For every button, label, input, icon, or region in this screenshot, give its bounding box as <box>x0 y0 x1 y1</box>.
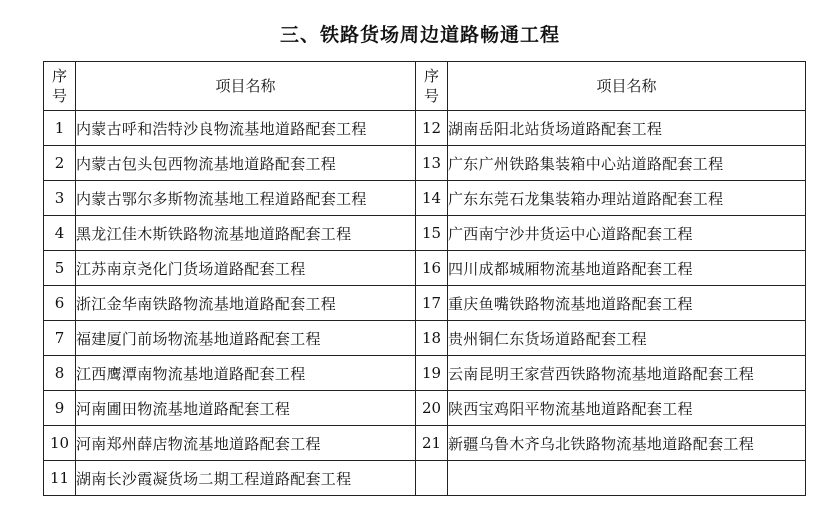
table-row <box>44 251 806 286</box>
project-table <box>43 61 806 496</box>
row-name-left: 河南圃田物流基地道路配套工程 <box>76 391 416 426</box>
header-num-label: 序号 <box>424 67 440 105</box>
row-num-left: 5 <box>44 251 76 286</box>
row-name-right: 云南昆明王家营西铁路物流基地道路配套工程 <box>448 356 806 391</box>
table-row <box>44 391 806 426</box>
row-name-left: 内蒙古鄂尔多斯物流基地工程道路配套工程 <box>76 181 416 216</box>
row-num-right: 17 <box>416 286 448 321</box>
row-name-left: 浙江金华南铁路物流基地道路配套工程 <box>76 286 416 321</box>
row-num-right: 12 <box>416 111 448 146</box>
row-num-left: 1 <box>44 111 76 146</box>
header-num-left <box>44 62 76 111</box>
row-num-right <box>416 461 448 496</box>
header-name-left: 项目名称 <box>76 62 416 111</box>
header-num-label: 序号 <box>52 67 68 105</box>
page-title: 三、铁路货场周边道路畅通工程 <box>279 24 560 46</box>
table-row <box>44 356 806 391</box>
row-num-left: 9 <box>44 391 76 426</box>
table-row <box>44 111 806 146</box>
row-name-right: 重庆鱼嘴铁路物流基地道路配套工程 <box>448 286 806 321</box>
project-table-body <box>44 62 806 496</box>
row-num-left: 2 <box>44 146 76 181</box>
header-name-right: 项目名称 <box>448 62 806 111</box>
table-row <box>44 461 806 496</box>
row-num-left: 3 <box>44 181 76 216</box>
table-header-row <box>44 62 806 111</box>
table-row <box>44 216 806 251</box>
table-row <box>44 286 806 321</box>
row-name-right: 四川成都城厢物流基地道路配套工程 <box>448 251 806 286</box>
row-name-right: 新疆乌鲁木齐乌北铁路物流基地道路配套工程 <box>448 426 806 461</box>
row-num-left: 11 <box>44 461 76 496</box>
row-name-right: 广西南宁沙井货运中心道路配套工程 <box>448 216 806 251</box>
table-row <box>44 146 806 181</box>
row-name-left: 内蒙古呼和浩特沙良物流基地道路配套工程 <box>76 111 416 146</box>
row-num-right: 16 <box>416 251 448 286</box>
row-name-left: 黑龙江佳木斯铁路物流基地道路配套工程 <box>76 216 416 251</box>
row-num-right: 18 <box>416 321 448 356</box>
row-name-right <box>448 461 806 496</box>
row-num-left: 4 <box>44 216 76 251</box>
header-num-right <box>416 62 448 111</box>
row-name-right: 广东东莞石龙集装箱办理站道路配套工程 <box>448 181 806 216</box>
row-num-right: 13 <box>416 146 448 181</box>
row-num-right: 20 <box>416 391 448 426</box>
row-name-right: 贵州铜仁东货场道路配套工程 <box>448 321 806 356</box>
row-name-right: 湖南岳阳北站货场道路配套工程 <box>448 111 806 146</box>
row-num-left: 6 <box>44 286 76 321</box>
table-row <box>44 181 806 216</box>
row-num-left: 7 <box>44 321 76 356</box>
row-name-left: 河南郑州薛店物流基地道路配套工程 <box>76 426 416 461</box>
row-name-left: 内蒙古包头包西物流基地道路配套工程 <box>76 146 416 181</box>
row-name-left: 湖南长沙霞凝货场二期工程道路配套工程 <box>76 461 416 496</box>
row-num-right: 15 <box>416 216 448 251</box>
row-num-left: 8 <box>44 356 76 391</box>
row-num-right: 19 <box>416 356 448 391</box>
row-name-left: 江苏南京尧化门货场道路配套工程 <box>76 251 416 286</box>
row-name-right: 陕西宝鸡阳平物流基地道路配套工程 <box>448 391 806 426</box>
table-row <box>44 321 806 356</box>
row-num-left: 10 <box>44 426 76 461</box>
row-name-left: 江西鹰潭南物流基地道路配套工程 <box>76 356 416 391</box>
row-name-left: 福建厦门前场物流基地道路配套工程 <box>76 321 416 356</box>
table-row <box>44 426 806 461</box>
row-num-right: 21 <box>416 426 448 461</box>
row-num-right: 14 <box>416 181 448 216</box>
row-name-right: 广东广州铁路集装箱中心站道路配套工程 <box>448 146 806 181</box>
